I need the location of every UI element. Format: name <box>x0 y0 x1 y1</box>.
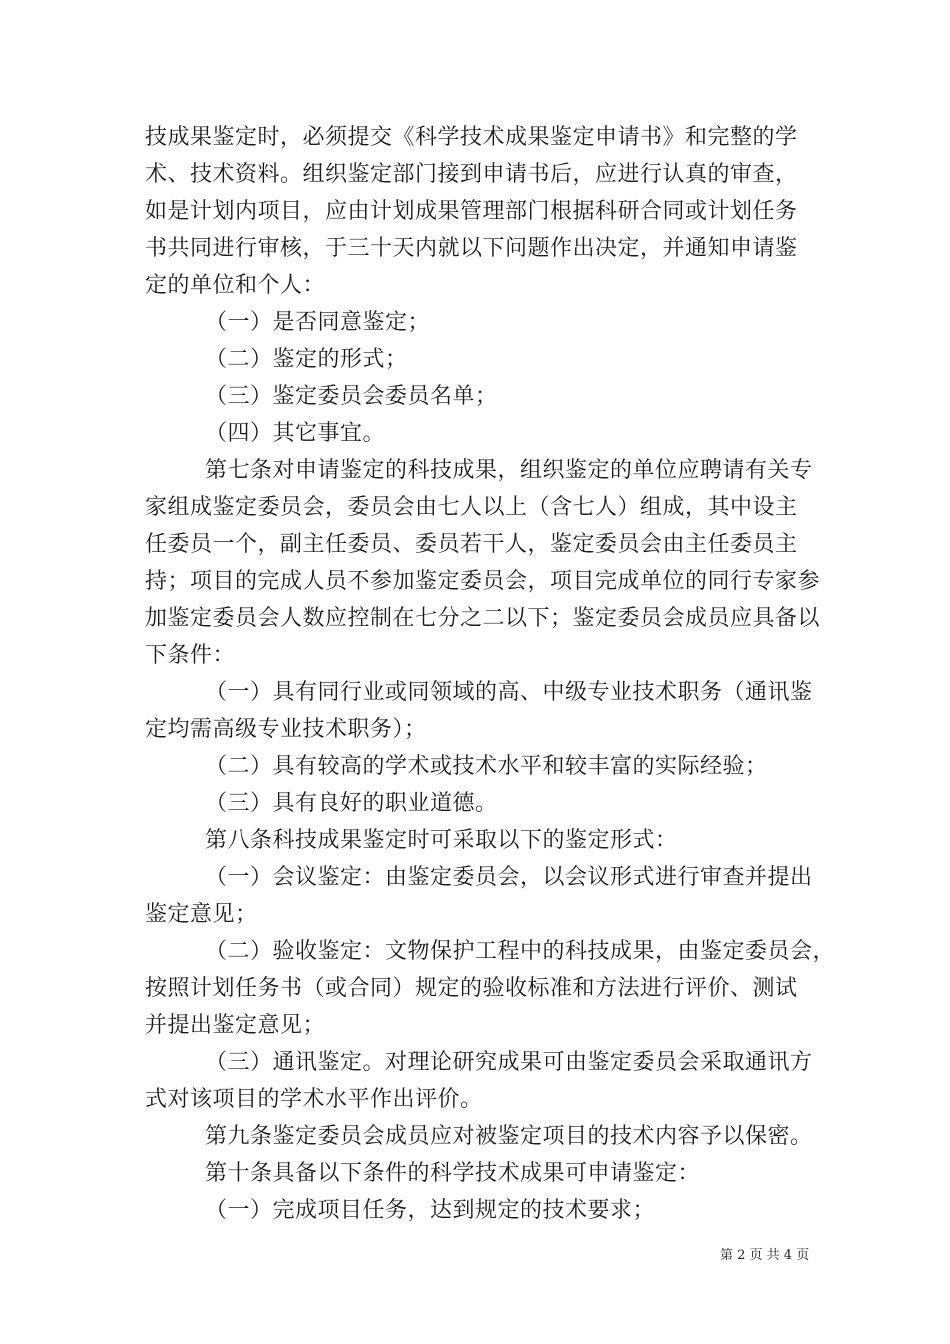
list-item: （二）鉴定的形式； <box>205 347 408 372</box>
text-line: 并提出鉴定意见； <box>145 1013 326 1038</box>
list-item: （三）通讯鉴定。对理论研究成果可由鉴定委员会采取通讯方 <box>205 1050 813 1075</box>
list-item: （二）具有较高的学术或技术水平和较丰富的实际经验； <box>205 754 768 779</box>
page-number-footer: 第 2 页 共 4 页 <box>720 1248 810 1263</box>
text-line: 加鉴定委员会人数应控制在七分之二以下；鉴定委员会成员应具备以 <box>145 606 821 631</box>
text-line: 如是计划内项目，应由计划成果管理部门根据科研合同或计划任务 <box>145 199 798 224</box>
list-item: （一）具有同行业或同领域的高、中级专业技术职务（通讯鉴 <box>205 680 813 705</box>
list-item: （一）是否同意鉴定； <box>205 310 431 335</box>
article-heading-line: 第十条具备以下条件的科学技术成果可申请鉴定： <box>205 1161 701 1186</box>
list-item: （三）鉴定委员会委员名单； <box>205 384 498 409</box>
text-line: 技成果鉴定时，必须提交《科学技术成果鉴定申请书》和完整的学 <box>145 125 798 150</box>
list-item: （一）会议鉴定：由鉴定委员会，以会议形式进行审查并提出 <box>205 865 813 890</box>
list-item: （三）具有良好的职业道德。 <box>205 791 498 816</box>
text-line: 定均需高级专业技术职务）； <box>145 717 427 742</box>
text-line: 持；项目的完成人员不参加鉴定委员会，项目完成单位的同行专家参 <box>145 569 821 594</box>
article-heading-line: 第九条鉴定委员会成员应对被鉴定项目的技术内容予以保密。 <box>205 1124 813 1149</box>
article-heading-line: 第八条科技成果鉴定时可采取以下的鉴定形式： <box>205 828 678 853</box>
article-heading-line: 第七条对申请鉴定的科技成果，组织鉴定的单位应聘请有关专 <box>205 458 813 483</box>
text-line: 家组成鉴定委员会，委员会由七人以上（含七人）组成，其中设主 <box>145 495 798 520</box>
text-line: 下条件： <box>145 643 236 668</box>
text-line: 术、技术资料。组织鉴定部门接到申请书后，应进行认真的审查， <box>145 162 798 187</box>
text-line: 任委员一个，副主任委员、委员若干人，鉴定委员会由主任委员主 <box>145 532 798 557</box>
text-line: 式对该项目的学术水平作出评价。 <box>145 1087 483 1112</box>
list-item: （四）其它事宜。 <box>205 421 386 446</box>
list-item: （二）验收鉴定：文物保护工程中的科技成果，由鉴定委员会， <box>205 939 836 964</box>
text-line: 定的单位和个人： <box>145 273 326 298</box>
text-line: 书共同进行审核，于三十天内就以下问题作出决定，并通知申请鉴 <box>145 236 798 261</box>
list-item: （一）完成项目任务，达到规定的技术要求； <box>205 1198 656 1223</box>
text-line: 按照计划任务书（或合同）规定的验收标准和方法进行评价、测试 <box>145 976 798 1001</box>
text-line: 鉴定意见； <box>145 902 258 927</box>
